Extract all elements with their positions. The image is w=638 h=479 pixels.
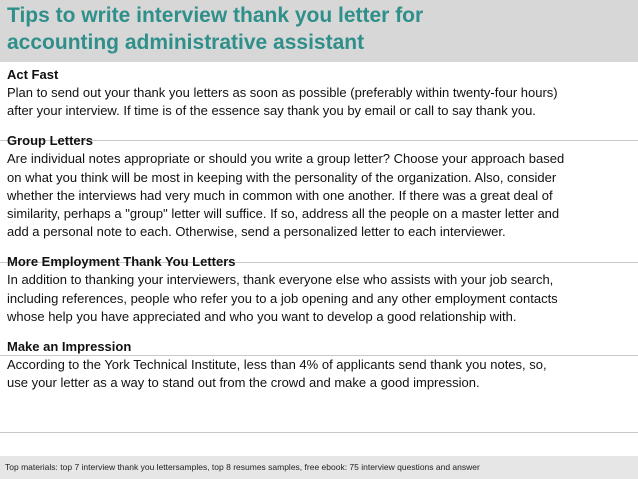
section-text-line: similarity, perhaps a "group" letter will suffice. If so, address all the people on a master letter and — [7, 206, 560, 222]
page-title — [7, 2, 632, 56]
page-title-line-1: Tips to write interview thank you letter for — [7, 4, 424, 27]
section-act-fast — [7, 66, 632, 120]
section-group-letters — [7, 132, 632, 241]
section-text-line: including references, people who refer you to a job opening and any other employment contacts — [7, 290, 558, 306]
section-text-line: add a personal note to each. Otherwise, send a personalized letter to each interviewer. — [7, 224, 506, 240]
section-text-line: In addition to thanking your interviewers, thank everyone else who assists with your job search, — [7, 272, 554, 288]
section-heading: Make an Impression — [7, 339, 132, 355]
section-text-line: Plan to send out your thank you letters as soon as possible (preferably within twenty-four hours) — [7, 85, 558, 100]
section-make-an-impression — [7, 338, 632, 392]
section-text-line: on what you think will be most in keeping with the personality of the organization. Also, consider — [7, 169, 557, 185]
slide-content — [7, 66, 632, 404]
section-heading: Group Letters — [7, 133, 93, 149]
title-bar — [0, 0, 638, 62]
footer-text: Top materials: top 7 interview thank you lettersamples, top 8 resumes samples, free ebook: 75 interview questions and answer — [5, 462, 480, 472]
section-heading: More Employment Thank You Letters — [7, 254, 236, 270]
section-more-employment-thank-you-letters — [7, 253, 632, 326]
section-text-line: use your letter as a way to stand out from the crowd and make a good impression. — [7, 375, 480, 391]
section-text-line: Are individual notes appropriate or should you write a group letter? Choose your approach based — [7, 151, 565, 167]
page-title-line-2: accounting administrative assistant — [7, 31, 365, 54]
section-divider — [0, 432, 638, 433]
section-text-line: According to the York Technical Institute, less than 4% of applicants send thank you notes, so, — [7, 357, 547, 373]
section-heading: Act Fast — [7, 67, 59, 82]
section-text-line: whether the interviews had very much in common with one another. If there was a great deal of — [7, 187, 553, 203]
footer-bar — [0, 456, 638, 479]
section-text-line: whose help you have appreciated and who you want to develop a good relationship with. — [7, 308, 517, 324]
section-text-line: after your interview. If time is of the essence say thank you by email or call to say thank you. — [7, 103, 536, 119]
